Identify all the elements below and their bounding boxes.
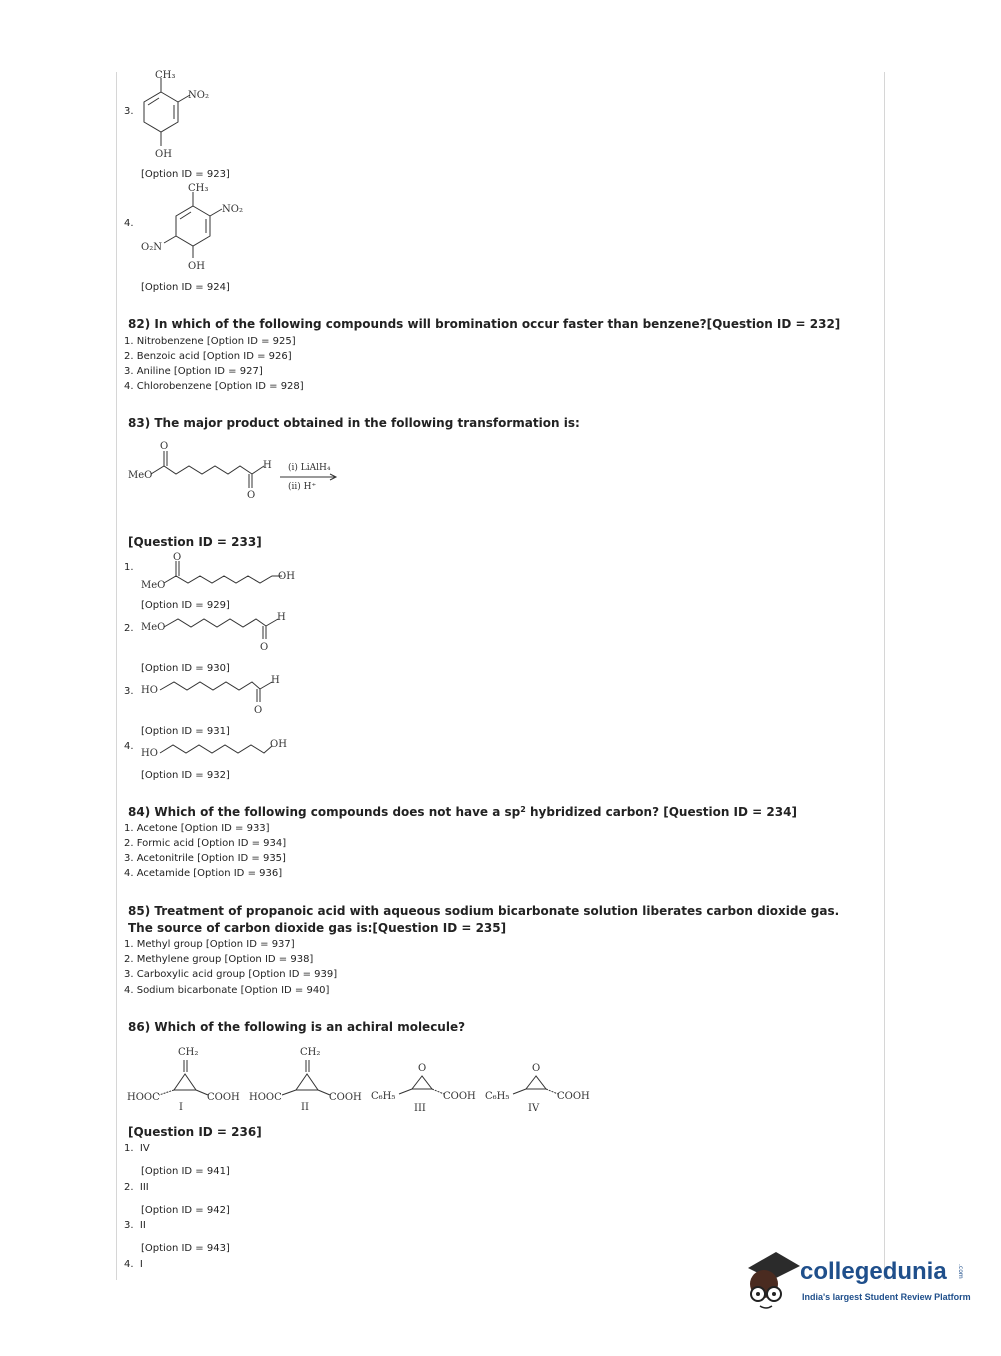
question-id: [Question ID = 233] xyxy=(128,535,262,549)
option-item: 3. II xyxy=(124,1220,146,1231)
question-85: 85) Treatment of propanoic acid with aqueous sodium bicarbonate solution liberates carbon dioxide gas. The source of carbon dioxide gas is:[Question ID = 235] xyxy=(128,904,840,935)
cyclopropane-structures xyxy=(124,1040,604,1118)
svg-text:CH₂: CH₂ xyxy=(300,1047,321,1058)
brand-tagline: India's largest Student Review Platform xyxy=(802,1292,971,1302)
option-id: [Option ID = 932] xyxy=(141,770,230,781)
option-item: 4. Acetamide [Option ID = 936] xyxy=(124,868,283,879)
question-86: 86) Which of the following is an achiral molecule? xyxy=(128,1020,466,1034)
option-structure xyxy=(138,550,308,590)
svg-text:IV: IV xyxy=(528,1103,540,1114)
svg-text:HO: HO xyxy=(141,748,158,759)
no2-label: NO₂ xyxy=(222,204,243,215)
ch3-label: CH₃ xyxy=(155,70,176,81)
option-number: 3. xyxy=(124,686,134,697)
svg-text:MeO: MeO xyxy=(128,470,153,481)
option-item: 1. Methyl group [Option ID = 937] xyxy=(124,939,295,950)
option-item: 3. Acetonitrile [Option ID = 935] xyxy=(124,853,286,864)
option-id: [Option ID = 942] xyxy=(141,1205,230,1216)
collegedunia-logo[interactable] xyxy=(742,1248,972,1318)
svg-text:II: II xyxy=(301,1102,309,1113)
svg-text:(ii) H⁺: (ii) H⁺ xyxy=(288,482,317,492)
option-structure xyxy=(138,732,308,762)
reaction-scheme xyxy=(124,436,354,506)
option-id: [Option ID = 931] xyxy=(141,726,230,737)
svg-text:COOH: COOH xyxy=(329,1092,362,1103)
option-item: 1. Nitrobenzene [Option ID = 925] xyxy=(124,336,296,347)
svg-text:(i) LiAlH₄: (i) LiAlH₄ xyxy=(288,463,331,473)
option-item: 3. Carboxylic acid group [Option ID = 939] xyxy=(124,969,338,980)
svg-text:O: O xyxy=(532,1063,541,1074)
option-item: 2. Benzoic acid [Option ID = 926] xyxy=(124,351,292,362)
option-item: 4. Sodium bicarbonate [Option ID = 940] xyxy=(124,985,330,996)
svg-text:I: I xyxy=(179,1102,183,1113)
svg-text:O: O xyxy=(160,441,169,452)
option-item: 4. Chlorobenzene [Option ID = 928] xyxy=(124,381,304,392)
option-number: 4. xyxy=(124,741,134,752)
svg-text:OH: OH xyxy=(278,571,295,582)
option-id: [Option ID = 929] xyxy=(141,600,230,611)
option-item: 3. Aniline [Option ID = 927] xyxy=(124,366,263,377)
option-item: 4. I xyxy=(124,1259,143,1270)
brand-domain: .com xyxy=(957,1264,964,1279)
right-margin-rule xyxy=(884,72,885,1280)
svg-text:HOOC: HOOC xyxy=(127,1092,160,1103)
question-83: 83) The major product obtained in the following transformation is: xyxy=(128,416,580,430)
oh-label: OH xyxy=(155,149,172,160)
option-id: [Option ID = 924] xyxy=(141,282,230,293)
svg-text:HOOC: HOOC xyxy=(249,1092,282,1103)
svg-text:HO: HO xyxy=(141,685,158,696)
svg-text:COOH: COOH xyxy=(443,1091,476,1102)
oh-label: OH xyxy=(188,261,205,272)
nitro-cresol-structure xyxy=(130,66,230,166)
svg-text:O: O xyxy=(247,490,256,501)
option-structure xyxy=(138,606,308,652)
option-number: 2. xyxy=(124,623,134,634)
svg-text:H: H xyxy=(263,460,272,471)
svg-text:OH: OH xyxy=(270,739,287,750)
option-item: 2. III xyxy=(124,1182,149,1193)
svg-text:MeO: MeO xyxy=(141,622,166,633)
svg-text:CH₂: CH₂ xyxy=(178,1047,199,1058)
brand-name: collegedunia xyxy=(800,1258,947,1285)
svg-text:O: O xyxy=(418,1063,427,1074)
ch3-label: CH₃ xyxy=(188,183,209,194)
svg-text:MeO: MeO xyxy=(141,580,166,591)
question-84: 84) Which of the following compounds does not have a $sp^2$ hybridized carbon? [Question ID = 234] xyxy=(128,805,797,819)
option-item: 1. IV xyxy=(124,1143,150,1154)
option-item: 2. Formic acid [Option ID = 934] xyxy=(124,838,287,849)
svg-text:O: O xyxy=(260,642,269,653)
svg-text:C₆H₅: C₆H₅ xyxy=(485,1091,510,1102)
question-id: [Question ID = 236] xyxy=(128,1125,262,1139)
question-82: 82) In which of the following compounds will bromination occur faster than benzene?[Question ID = 232] xyxy=(128,317,841,331)
option-id: [Option ID = 923] xyxy=(141,169,230,180)
svg-text:COOH: COOH xyxy=(557,1091,590,1102)
option-item: 2. Methylene group [Option ID = 938] xyxy=(124,954,314,965)
svg-text:O: O xyxy=(254,705,263,716)
left-margin-rule xyxy=(116,72,117,1280)
svg-text:O: O xyxy=(173,552,182,563)
mascot-icon xyxy=(742,1248,802,1318)
option-id: [Option ID = 943] xyxy=(141,1243,230,1254)
svg-text:III: III xyxy=(414,1103,426,1114)
option-id: [Option ID = 941] xyxy=(141,1166,230,1177)
option-number: 4. xyxy=(124,218,134,229)
svg-text:H: H xyxy=(277,612,286,623)
option-structure xyxy=(138,669,308,715)
option-item: 1. Acetone [Option ID = 933] xyxy=(124,823,270,834)
svg-text:COOH: COOH xyxy=(207,1092,240,1103)
svg-text:C₆H₅: C₆H₅ xyxy=(371,1091,396,1102)
dinitro-cresol-structure xyxy=(138,178,258,278)
no2-label: NO₂ xyxy=(188,90,209,101)
option-id: [Option ID = 930] xyxy=(141,663,230,674)
option-number: 3. xyxy=(124,106,134,117)
svg-text:H: H xyxy=(271,675,280,686)
o2n-label: O₂N xyxy=(141,242,162,253)
option-number: 1. xyxy=(124,562,134,573)
